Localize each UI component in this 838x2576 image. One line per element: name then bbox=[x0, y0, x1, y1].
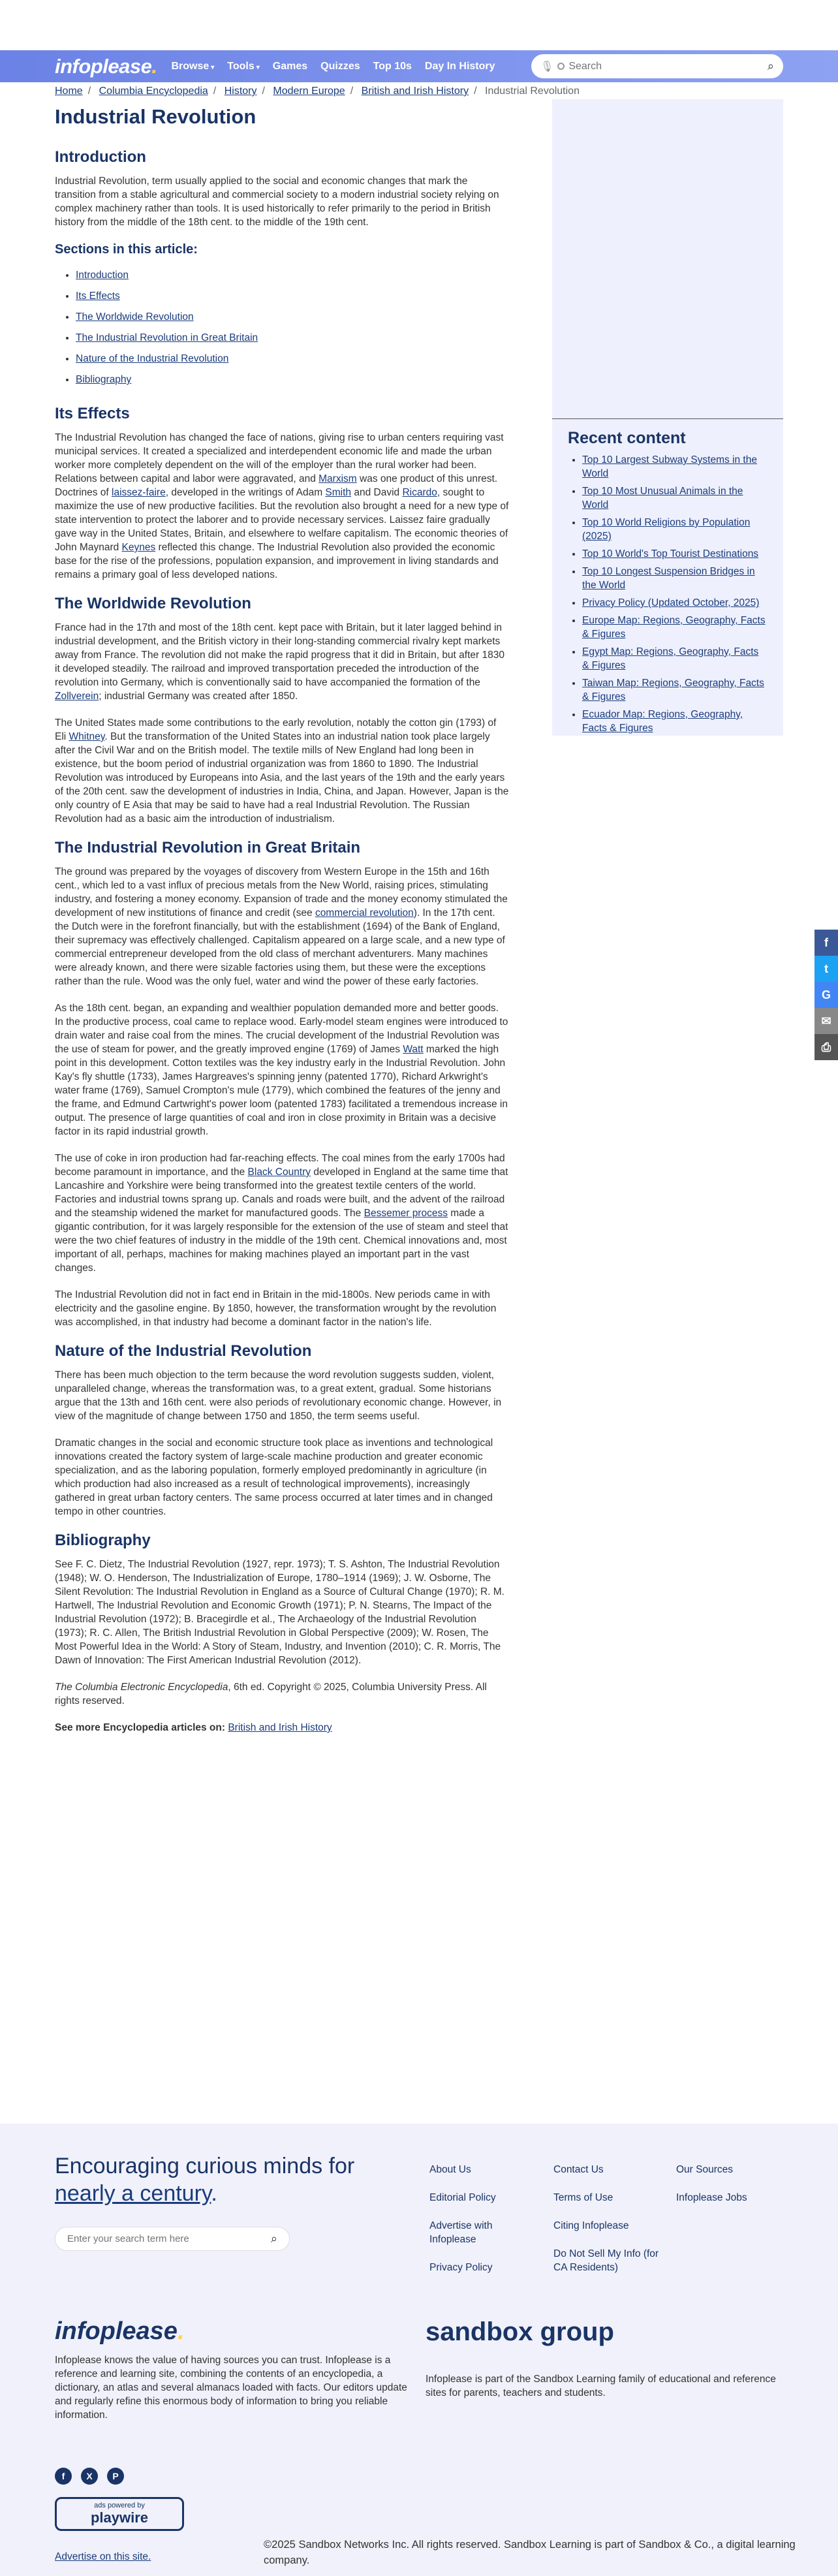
footer-about: Infoplease knows the value of having sources you can trust. Infoplease is a reference and learning site, combining the contents of an encyclopedia, a dictionary, an atlas and several almanacs loaded with facts. Our editors update and regularly refine this enormous body of information to bring you reliable information. bbox=[55, 2355, 407, 2421]
toc-heading: Sections in this article: bbox=[55, 242, 198, 257]
britain-paragraph-3: The use of coke in iron production had far-reaching effects. The coal mines from the early 1700s had become paramount in importance, and the Black Country developed in England at the same time that Lancashire and Yorkshire were being transformed into the greatest textile centers of the world. Factories and industrial towns sprang up. Canals and roads were built, and the advent of the railroad and the steamship widened the market for manufactured goods. The Bessemer process made a gigantic contribution, for it was largely responsible for the extension of the use of steam and steel that were the two chief features of industry in the middle of the 19th cent. Chemical innovations and, most important of all, perhaps, machines for making machines played an important part in the vast changes. bbox=[55, 1153, 508, 1274]
recent-link[interactable]: Taiwan Map: Regions, Geography, Facts & Figures bbox=[582, 678, 764, 702]
advertise-link[interactable]: Advertise on this site. bbox=[55, 2551, 151, 2562]
nature-paragraph-2: Dramatic changes in the social and economic structure took place as inventions and technological innovations created the factory system of large-scale machine production and greater economic specialization, and as the laboring population, formerly employed predominantly in agriculture (in which production had also increased as a result of technological improvements), increasingly gathered in great urban factory centers. The same process occurred at later times and in changed tempo in other countries. bbox=[55, 1437, 493, 1517]
toc-link-nature[interactable]: Nature of the Industrial Revolution bbox=[76, 353, 229, 364]
britain-paragraph-2: As the 18th cent. began, an expanding and wealthier population demanded more and better goods. In the productive process, coal came to replace wood. Early-model steam engines were introduced to drain water and raise coal from the mines. The crucial development of the Industrial Revolution was the use of steam for power, and the greatly improved engine (1769) of James Watt marked the high point in this development. Cotton textiles was the key industry early in the Industrial Revolution. John Kay's fly shuttle (1733), James Hargreaves's spinning jenny (patented 1770), Richard Arkwright's water frame (1769), Samuel Crompton's mule (1779), which combined the features of the jenny and the frame, and Edmund Cartwright's power loom (patented 1783) facilitated a tremendous increase in output. The presence of large quantities of coal and iron in close proximity in Britain was a decisive factor in its rapid industrial growth. bbox=[55, 1003, 508, 1137]
list-item bbox=[582, 614, 768, 641]
nav-tools[interactable]: Tools ▾ bbox=[227, 60, 260, 72]
nav-quizzes[interactable]: Quizzes bbox=[320, 60, 360, 72]
link-commercial-revolution[interactable]: commercial revolution bbox=[315, 907, 414, 919]
footer-link-jobs[interactable]: Infoplease Jobs bbox=[676, 2192, 747, 2203]
breadcrumb-british-irish[interactable]: British and Irish History bbox=[361, 86, 469, 97]
nav-day-in-history[interactable]: Day In History bbox=[424, 60, 495, 72]
recent-link[interactable]: Privacy Policy (Updated October, 2025) bbox=[582, 597, 760, 608]
footer-link-about[interactable]: About Us bbox=[429, 2164, 471, 2175]
nav-top10s[interactable]: Top 10s bbox=[373, 60, 412, 72]
list-item bbox=[582, 547, 768, 561]
bibliography-paragraph: See F. C. Dietz, The Industrial Revolution (1927, repr. 1973); T. S. Ashton, The Industrial Revolution (1948); W. O. Henderson, The Industrialization of Europe, 1780–1914 (1969); J. W. Osborne, The Silent Revolution: The Industrial Revolution in England as a Source of Cultural Change (1970); R. M. Hartwell, The Industrial Revolution and Economic Growth (1971); P. N. Stearns, The Impact of the Industrial Revolution (1972); B. Bracegirdle et al., The Archaeology of the Industrial Revolution (1973); R. C. Allen, The British Industrial Revolution in Global Perspective (2009); W. Rosen, The Most Powerful Idea in the World: A Story of Steam, Industry, and Invention (2010); C. R. Morris, The Dawn of Innovation: The First American Industrial Revolution (2012). bbox=[55, 1559, 504, 1666]
list-item bbox=[582, 453, 768, 480]
toc-item bbox=[76, 307, 509, 328]
top-nav bbox=[0, 50, 838, 82]
search-icon[interactable]: ⌕ bbox=[270, 2232, 277, 2245]
link-whitney[interactable]: Whitney bbox=[69, 731, 105, 742]
footer-headline-link[interactable]: nearly a century bbox=[55, 2181, 211, 2206]
toc-link-bibliography[interactable]: Bibliography bbox=[76, 374, 132, 385]
list-item bbox=[582, 516, 768, 543]
pinterest-icon[interactable]: P bbox=[107, 2468, 124, 2485]
britain-paragraph-1: The ground was prepared by the voyages of discovery from Western Europe in the 15th and 16th cent., which led to a vast influx of precious metals from the New World, raising prices, stimulating industry, and fostering a money economy. Expansion of trade and the money economy stimulated the development of new institutions of finance and credit (see commercial revolution). In the 17th cent. the Dutch were in the forefront financially, but with the establishment (1694) of the Bank of England, their supremacy was effectively challenged. Capitalism appeared on a large scale, and a new type of commercial entrepreneur developed from the old class of merchant adventurers. Many machines were already known, and there were sizable factories using them, but these were the exceptions rather than the rule. Wood was the only fuel, water and wind the power of these early factories. bbox=[55, 866, 508, 987]
link-keynes[interactable]: Keynes bbox=[121, 542, 156, 553]
footer-logo[interactable]: infoplease. bbox=[55, 2317, 185, 2345]
link-british-irish-history[interactable]: British and Irish History bbox=[228, 1722, 332, 1733]
toc-item bbox=[76, 286, 509, 307]
worldwide-paragraph-1: France had in the 17th and most of the 18th cent. kept pace with Britain, but it later lagged behind in industrial development, and the British victory in their long-standing commercial rivalry kept markets away from France. The revolution did not make the rapid progress that it did in Britain, but after 1830 it developed steadily. The railroad and improved transportation preceded the introduction of the revolution into Germany, which is conventionally said to have accompanied the formation of the Zollverein; industrial Germany was created after 1850. bbox=[55, 622, 504, 702]
footer-link-citing[interactable]: Citing Infoplease bbox=[553, 2220, 629, 2231]
footer-link-terms[interactable]: Terms of Use bbox=[553, 2192, 613, 2203]
sandbox-logo[interactable]: sandbox group bbox=[426, 2317, 614, 2346]
list-item bbox=[582, 596, 768, 610]
effects-paragraph: The Industrial Revolution has changed the face of nations, giving rise to urban centers requiring vast municipal services. It created a specialized and interdependent economic life and made the urban worker more completely dependent on the will of the employer than the rural worker had been. Relations between capital and labor were aggravated, and Marxism was one product of this unrest. Doctrines of laissez-faire, developed in the writings of Adam Smith and David Ricardo, sought to maximize the use of new productive facilities. But the revolution also brought a need for a new type of state intervention to protect the laborer and to provide necessary services. Laissez faire gradually gave way in the United States, Britain, and elsewhere to welfare capitalism. The economic theories of John Maynard Keynes reflected this change. The Industrial Revolution also provided the economic base for the rise of the professions, population expansion, and improvement in living standards and remains a primary goal of less developed nations. bbox=[55, 432, 509, 580]
link-marxism[interactable]: Marxism bbox=[318, 473, 357, 484]
section-heading-effects: Its Effects bbox=[55, 405, 130, 422]
link-laissez-faire[interactable]: laissez-faire bbox=[112, 487, 166, 498]
nav-games[interactable]: Games bbox=[272, 60, 308, 72]
email-icon[interactable]: ✉ bbox=[815, 1008, 838, 1034]
toc-link-introduction[interactable]: Introduction bbox=[76, 270, 129, 281]
copyright: ©2025 Sandbox Networks Inc. All rights reserved. Sandbox Learning is part of Sandbox & Co., a digital learning company. bbox=[264, 2539, 796, 2566]
search-icon[interactable]: ⌕ bbox=[767, 59, 774, 72]
list-item bbox=[582, 708, 768, 735]
toc-link-worldwide[interactable]: The Worldwide Revolution bbox=[76, 311, 194, 322]
page-title: Industrial Revolution bbox=[55, 105, 256, 128]
section-heading-worldwide: The Worldwide Revolution bbox=[55, 595, 251, 612]
list-item bbox=[582, 676, 768, 704]
site-logo[interactable]: infoplease. bbox=[55, 54, 157, 78]
footer bbox=[0, 2124, 838, 2576]
footer-link-editorial[interactable]: Editorial Policy bbox=[429, 2192, 496, 2203]
section-heading-introduction: Introduction bbox=[55, 148, 146, 166]
social-links bbox=[55, 2468, 124, 2485]
breadcrumb: Home / Columbia Encyclopedia / History / Modern Europe / British and Irish History / Industrial Revolution bbox=[55, 86, 580, 97]
recent-heading: Recent content bbox=[568, 429, 686, 447]
link-zollverein[interactable]: Zollverein bbox=[55, 691, 99, 702]
chevron-down-icon: ▾ bbox=[211, 63, 215, 71]
britain-paragraph-4: The Industrial Revolution did not in fact end in Britain in the mid-1800s. New periods came in with electricity and the gasoline engine. By 1850, however, the transformation wrought by the revolution was accomplished, in that industry had become a dominant factor in the nation's life. bbox=[55, 1289, 497, 1328]
recent-link[interactable]: Egypt Map: Regions, Geography, Facts & Figures bbox=[582, 646, 759, 671]
recent-link[interactable]: Top 10 World's Top Tourist Destinations bbox=[582, 548, 759, 559]
breadcrumb-modern-europe[interactable]: Modern Europe bbox=[273, 86, 345, 97]
link-watt[interactable]: Watt bbox=[403, 1044, 424, 1055]
ad-slot bbox=[552, 99, 783, 419]
section-heading-britain: The Industrial Revolution in Great Britain bbox=[55, 839, 361, 856]
chevron-down-icon: ▾ bbox=[256, 63, 260, 71]
facebook-icon[interactable]: f bbox=[815, 930, 838, 956]
footer-link-sources[interactable]: Our Sources bbox=[676, 2164, 734, 2175]
footer-search bbox=[55, 2227, 290, 2251]
playwire-badge[interactable]: ads powered by playwire bbox=[55, 2497, 184, 2531]
recent-link[interactable]: Top 10 Longest Suspension Bridges in the World bbox=[582, 566, 755, 591]
recent-content bbox=[552, 419, 783, 736]
twitter-icon[interactable]: t bbox=[815, 956, 838, 982]
toc-item bbox=[76, 328, 509, 349]
nav-browse[interactable]: Browse ▾ bbox=[171, 60, 215, 72]
link-smith[interactable]: Smith bbox=[325, 487, 352, 498]
link-black-country[interactable]: Black Country bbox=[247, 1167, 311, 1178]
list-item bbox=[582, 484, 768, 512]
intro-paragraph: Industrial Revolution, term usually applied to the social and economic changes that mark the transition from a stable agricultural and commercial society to a modern industrial society relying on complex machinery rather than tools. It is used historically to refer primarily to the period in British history from the middle of the 18th cent. to the middle of the 19th cent. bbox=[55, 176, 499, 228]
recent-link[interactable]: Top 10 Largest Subway Systems in the World bbox=[582, 454, 757, 479]
google-icon[interactable]: G bbox=[815, 982, 838, 1008]
recent-link[interactable]: Top 10 Most Unusual Animals in the World bbox=[582, 486, 743, 510]
toc-link-great-britain[interactable]: The Industrial Revolution in Great Britain bbox=[76, 332, 258, 343]
footer-headline: Encouraging curious minds for nearly a century. bbox=[55, 2154, 355, 2206]
footer-col-2 bbox=[553, 2163, 664, 2274]
link-bessemer-process[interactable]: Bessemer process bbox=[364, 1208, 448, 1219]
sidebar bbox=[552, 99, 783, 1748]
microphone-icon[interactable]: 🎙 bbox=[540, 61, 554, 72]
sandbox-about: Infoplease is part of the Sandbox Learning family of educational and reference sites for parents, teachers and students. bbox=[426, 2374, 776, 2398]
footer-col-3 bbox=[676, 2163, 787, 2205]
breadcrumb-current: Industrial Revolution bbox=[485, 86, 580, 97]
search-input[interactable] bbox=[568, 61, 768, 72]
footer-link-contact[interactable]: Contact Us bbox=[553, 2164, 604, 2175]
table-of-contents bbox=[76, 265, 509, 390]
list-item bbox=[582, 645, 768, 672]
recent-link[interactable]: Top 10 World Religions by Population (2025) bbox=[582, 517, 751, 542]
recent-link[interactable]: Europe Map: Regions, Geography, Facts & Figures bbox=[582, 615, 766, 640]
section-heading-nature: Nature of the Industrial Revolution bbox=[55, 1342, 312, 1360]
worldwide-paragraph-2: The United States made some contributions to the early revolution, notably the cotton gin (1793) of Eli Whitney. But the transformation of the United States into an industrial nation took place largely after the Civil War and on the British model. The textile mills of New England had long been in existence, but the boom period of industrial organization was from 1860 to 1890. The Industrial Revolution was introduced by Europeans into Asia, and the last years of the 19th and the early years of the 20th cent. saw the development of industries in India, China, and Japan. However, Japan is the only country of E Asia that may be said to have had a real Industrial Revolution. The Russian Revolution had as a basic aim the introduction of industrialism. bbox=[55, 717, 509, 825]
toc-link-effects[interactable]: Its Effects bbox=[76, 291, 120, 302]
loading-icon bbox=[557, 63, 565, 70]
source-credit: The Columbia Electronic Encyclopedia, 6th ed. Copyright © 2025, Columbia University Press. All rights reserved. bbox=[55, 1682, 487, 1706]
x-icon[interactable]: X bbox=[81, 2468, 98, 2485]
share-bar bbox=[815, 930, 838, 1060]
section-heading-bibliography: Bibliography bbox=[55, 1531, 151, 1549]
list-item bbox=[582, 565, 768, 592]
facebook-icon[interactable]: f bbox=[55, 2468, 72, 2485]
toc-item bbox=[76, 349, 509, 369]
footer-link-advertise[interactable]: Advertise with Infoplease bbox=[429, 2220, 493, 2245]
see-more: See more Encyclopedia articles on: British and Irish History bbox=[55, 1722, 332, 1733]
footer-link-do-not-sell[interactable]: Do Not Sell My Info (for CA Residents) bbox=[553, 2248, 659, 2273]
recent-link[interactable]: Ecuador Map: Regions, Geography, Facts & Figures bbox=[582, 709, 743, 734]
article bbox=[55, 99, 509, 1748]
footer-col-1 bbox=[429, 2163, 540, 2274]
nature-paragraph-1: There has been much objection to the term because the word revolution suggests sudden, violent, unparalleled change, whereas the transformation was, to a great extent, gradual. Some historians argue that the 13th and 16th cent. were also periods of revolutionary economic change. However, in view of the magnitude of change between 1750 and 1850, the term seems useful. bbox=[55, 1370, 502, 1422]
breadcrumb-columbia[interactable]: Columbia Encyclopedia bbox=[99, 86, 208, 97]
print-icon[interactable]: ⎙ bbox=[815, 1034, 838, 1060]
breadcrumb-home[interactable]: Home bbox=[55, 86, 83, 97]
search-box bbox=[531, 54, 783, 78]
breadcrumb-history[interactable]: History bbox=[224, 86, 257, 97]
link-ricardo[interactable]: Ricardo bbox=[402, 487, 437, 498]
toc-item bbox=[76, 369, 509, 390]
footer-search-input[interactable] bbox=[67, 2233, 271, 2244]
footer-link-privacy[interactable]: Privacy Policy bbox=[429, 2262, 493, 2273]
toc-item bbox=[76, 265, 509, 286]
